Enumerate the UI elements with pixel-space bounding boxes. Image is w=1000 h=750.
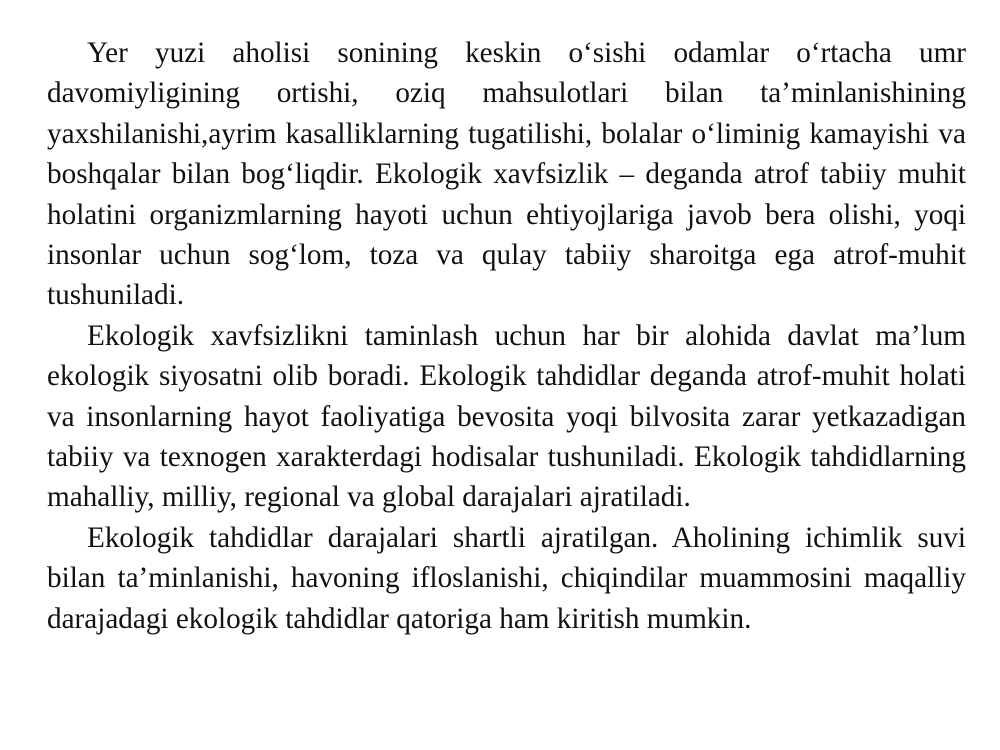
paragraph-2: Ekologik xavfsizlikni taminlash uchun har bir alohida davlat ma’lum ekologik siyosatni olib boradi. Ekologik tahdidlar deganda atrof-muhit holati va insonlarning hayot faoliyatiga bevosita yoqi bilvosita zarar yetkazadigan tabiiy va texnogen xarakterdagi hodisalar tushuniladi. Ekologik tahdidlarning mahalliy, milliy, regional va global darajalari ajratiladi.	[47, 319, 966, 514]
paragraph-3: Ekologik tahdidlar darajalari shartli ajratilgan. Aholining ichimlik suvi bilan ta’minlanishi, havoning ifloslanishi, chiqindilar muammosini maqalliy darajadagi ekologik tahdidlar qatoriga ham kiritish mumkin.	[47, 521, 966, 635]
paragraph-1: Yer yuzi aholisi sonining keskin o‘sishi odamlar o‘rtacha umr davomiyligining ortishi, oziq mahsulotlari bilan ta’minlanishining yaxshilanishi,ayrim kasalliklarning tugatilishi, bolalar o‘liminig kamayishi va boshqalar bilan bog‘liqdir. Ekologik xavfsizlik – deganda atrof tabiiy muhit holatini organizmlarning hayoti uchun ehtiyojlariga javob bera olishi, yoqi insonlar uchun sog‘lom, toza va qulay tabiiy sharoitga ega atrof-muhit tushuniladi.	[47, 37, 966, 312]
document-body	[47, 33, 966, 639]
